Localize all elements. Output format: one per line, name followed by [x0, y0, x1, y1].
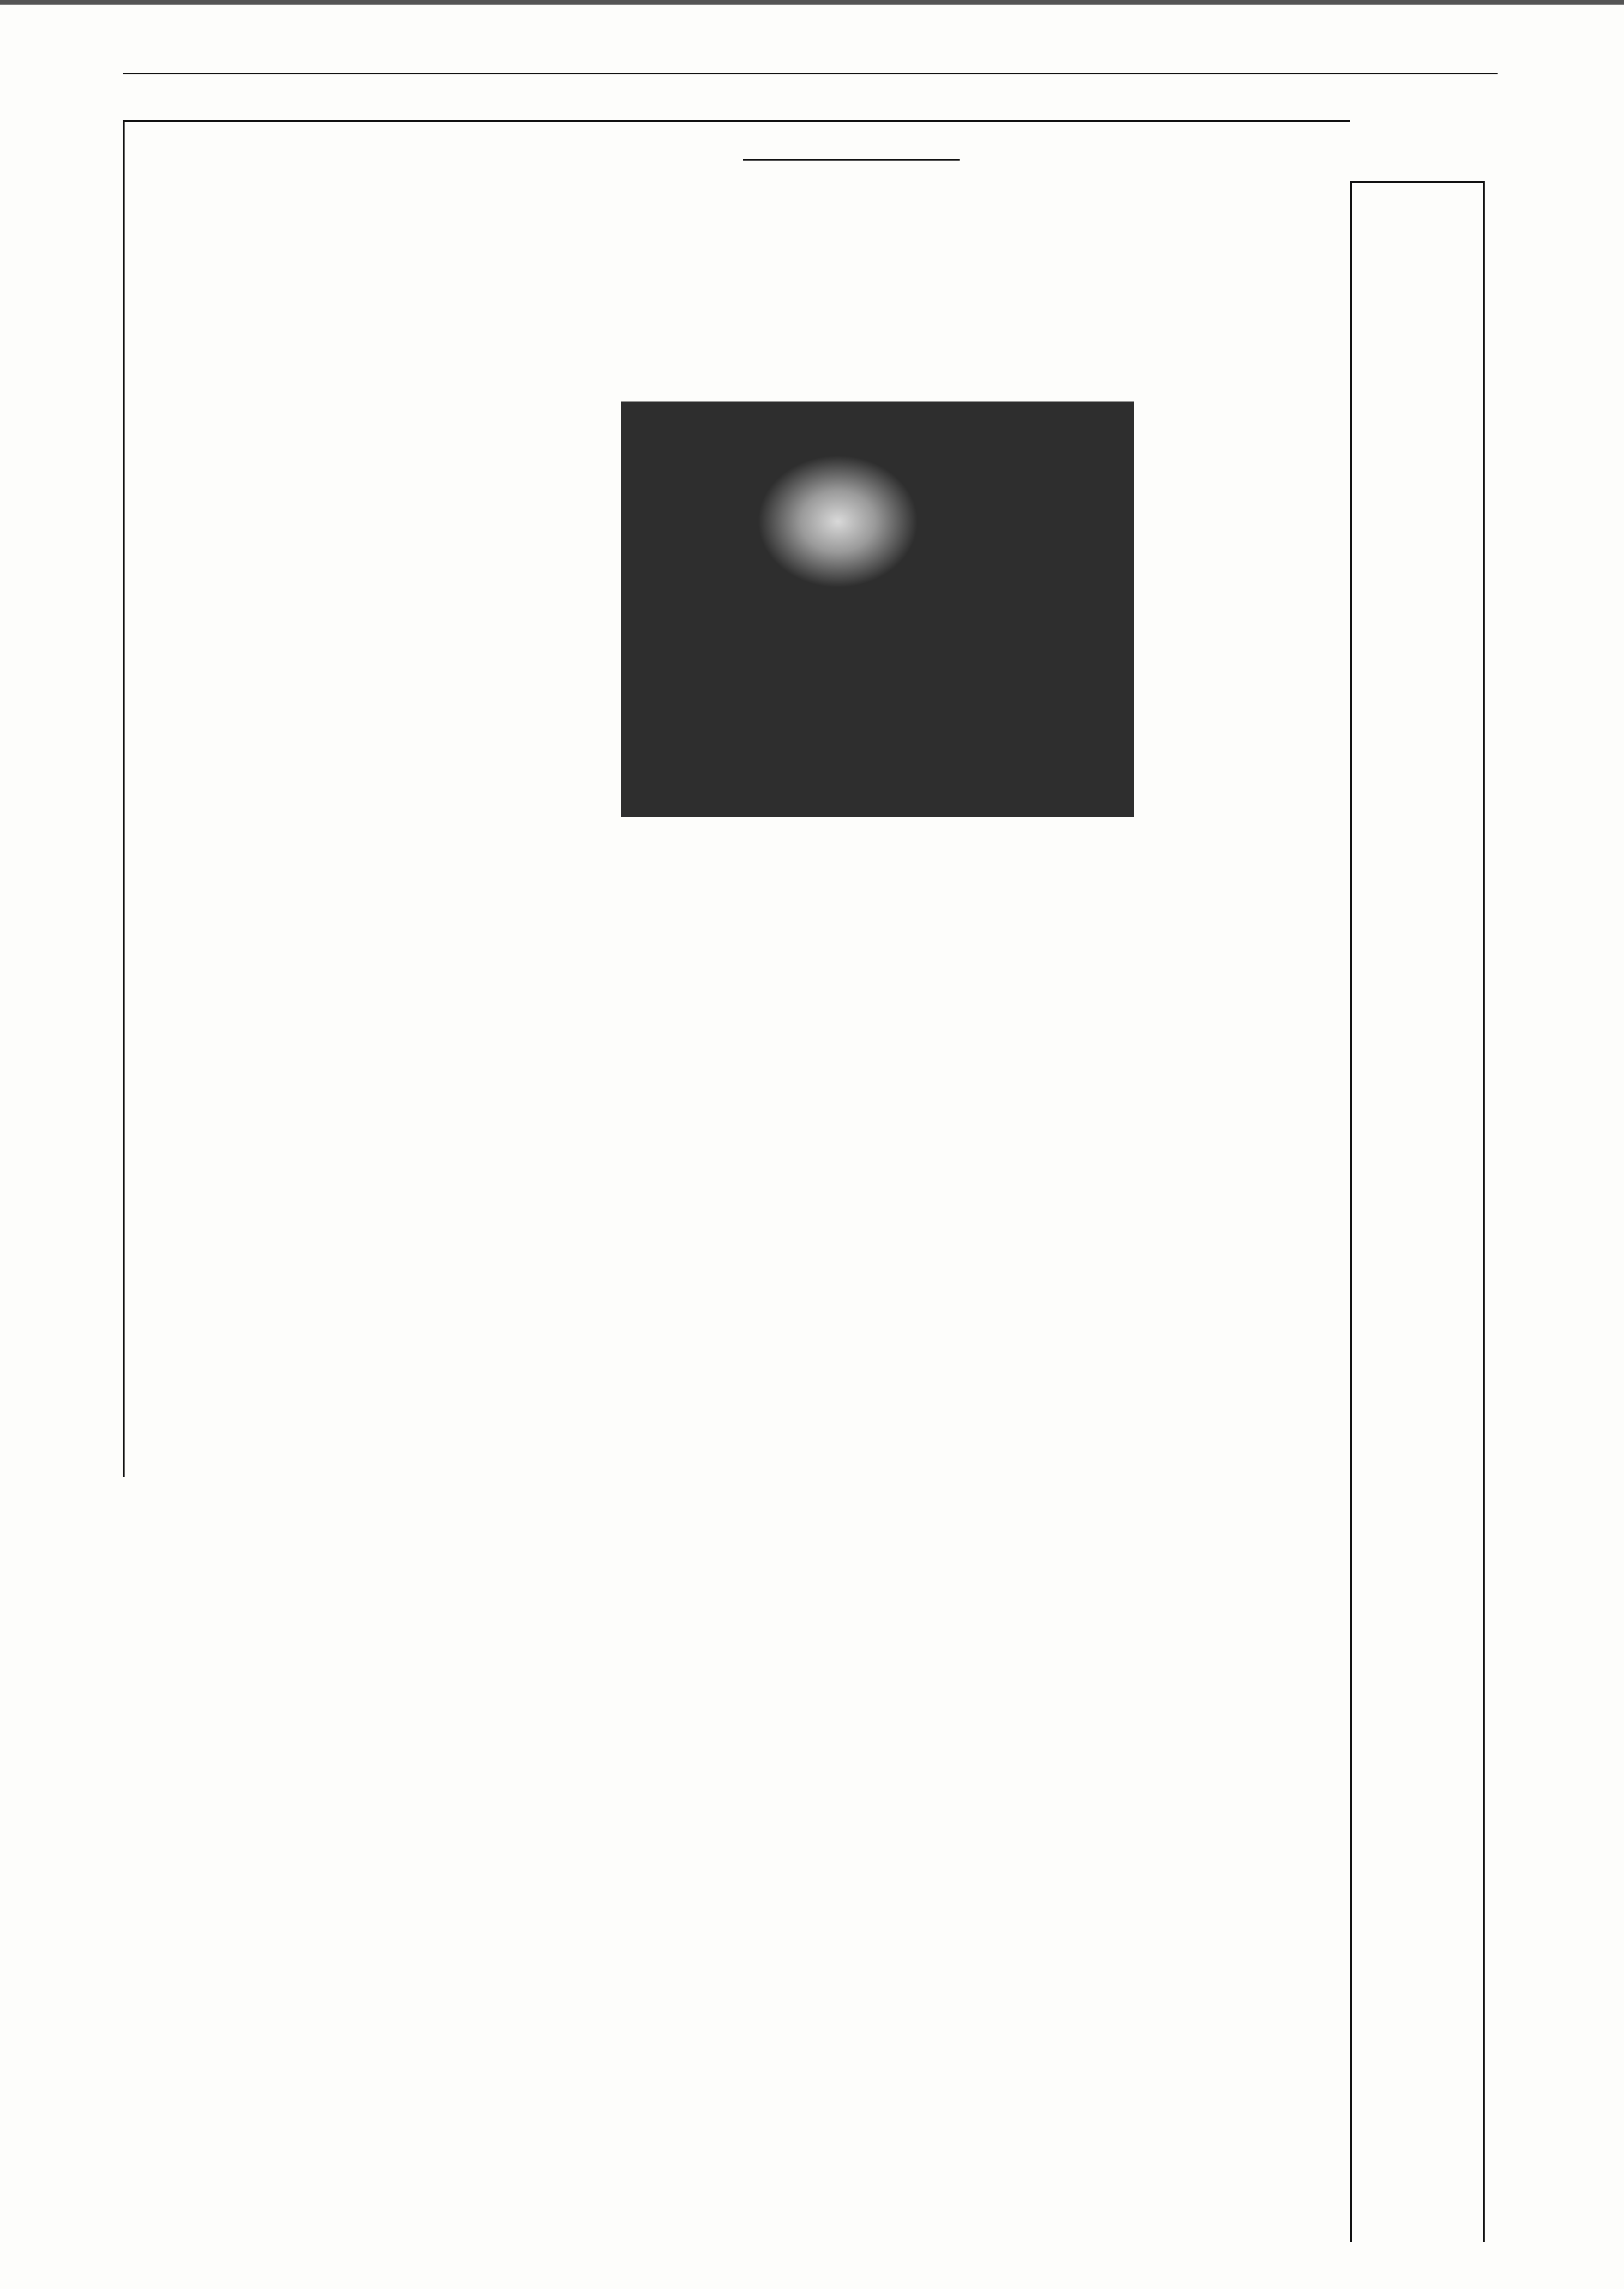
article-frame-left [123, 120, 125, 1477]
section-underline [743, 159, 960, 161]
article-column-4 [867, 877, 1089, 883]
masthead-rule [123, 73, 1498, 74]
article-frame-top [123, 120, 1350, 122]
article-column-1 [132, 390, 352, 392]
article-column-2 [375, 390, 599, 397]
section-label [743, 130, 960, 158]
article-column-3 [621, 877, 849, 879]
sidebar-frame-left [1350, 181, 1352, 2242]
sidebar-body [1359, 434, 1477, 436]
article-column-5 [1116, 390, 1340, 392]
top-rule [0, 0, 1624, 5]
sidebar-frame-top [1350, 181, 1485, 183]
article-photo [621, 401, 1134, 817]
sidebar-frame-right [1483, 181, 1485, 2242]
